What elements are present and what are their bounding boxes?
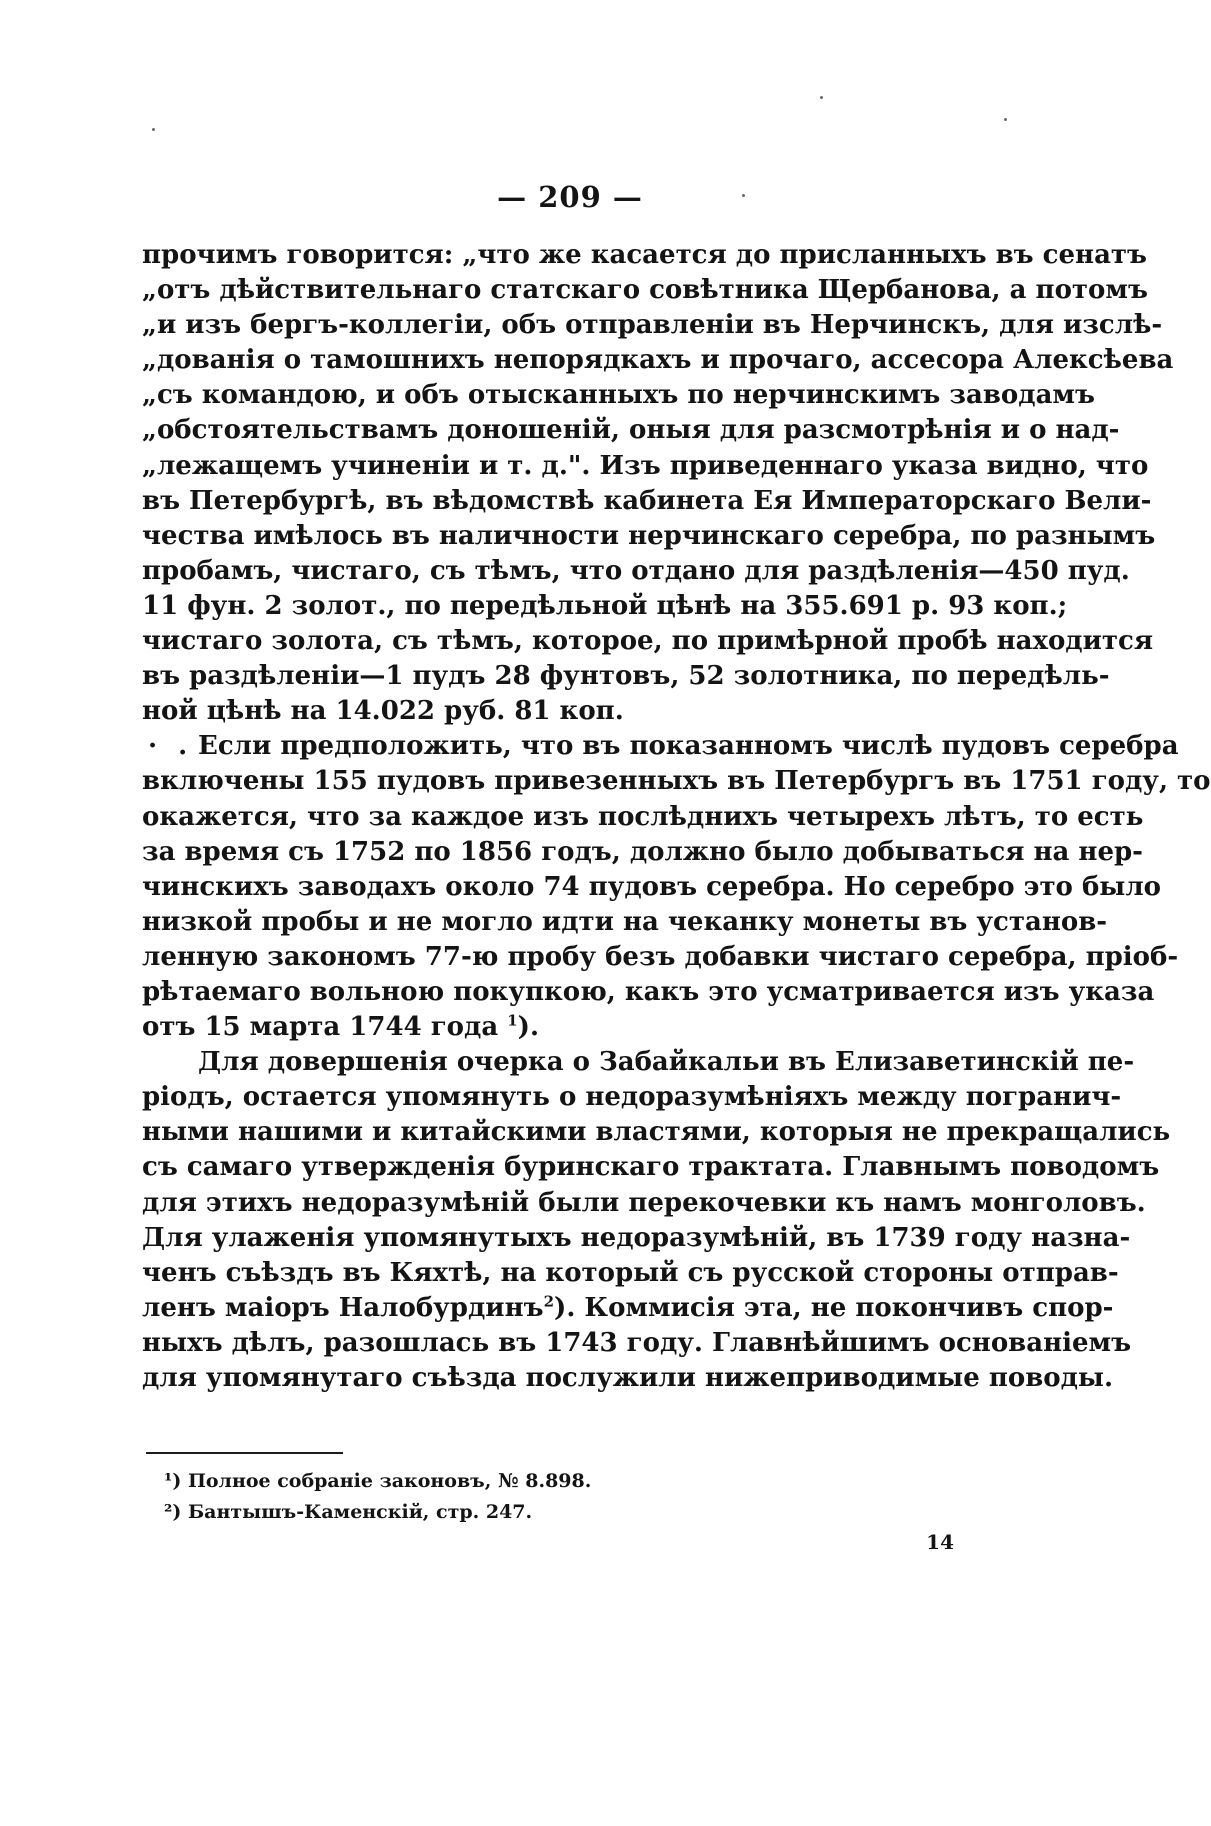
footnote-ref[interactable]: 2 — [543, 1292, 555, 1311]
footnote-divider — [146, 1452, 343, 1454]
signature-mark: 14 — [926, 1530, 954, 1554]
text-line: ными нашими и китайскими властями, которыя не прекращались — [142, 1117, 1171, 1148]
text-line: прочимъ говорится: „что же касается до присланныхъ въ сенатъ — [142, 240, 1147, 270]
text-fragment: ). — [517, 1012, 540, 1043]
text-line — [142, 1010, 998, 1045]
text-fragment: ленъ маіоръ Налобурдинъ — [142, 1292, 544, 1323]
text-line: ныхъ дѣлъ, разошлась въ 1743 году. Главнѣйшимъ основаніемъ — [142, 1327, 1132, 1358]
page-number: — 209 — — [497, 180, 643, 214]
text-line: 11 фун. 2 золот., по передѣльной цѣнѣ на 355.691 р. 93 коп.; — [142, 590, 1068, 621]
print-dots: · . — [148, 731, 194, 762]
text-fragment: отъ 15 марта 1744 года — [142, 1012, 499, 1043]
text-line: въ раздѣленіи—1 пудъ 28 фунтовъ, 52 золотника, по передѣль- — [142, 661, 1110, 692]
text-line: „отъ дѣйствительнаго статскаго совѣтника Щербанова, а потомъ — [142, 275, 1148, 306]
main-text — [142, 238, 1211, 1396]
text-line: чества имѣлось въ наличности нерчинскаго серебра, по разнымъ — [142, 520, 1156, 551]
text-line — [142, 1291, 1114, 1326]
text-line: въ Петербургѣ, въ вѣдомствѣ кабинета Ея Императорскаго Вели- — [142, 485, 1152, 516]
text-line: „лежащемъ учиненіи и т. д.". Изъ приведеннаго указа видно, что — [142, 450, 1149, 481]
text-line: включены 155 пудовъ привезенныхъ въ Петербургъ въ 1751 году, то — [142, 766, 1211, 797]
footnote-text: Бантышъ-Каменскій, стр. 247. — [187, 1501, 533, 1523]
text-line: „съ командою, и объ отысканныхъ по нерчинскимъ заводамъ — [142, 380, 1095, 411]
text-line: „дованія о тамошнихъ непорядкахъ и прочаго, ассесора Алексѣева — [142, 345, 1174, 376]
text-line: „и изъ бергъ-коллегіи, объ отправленіи въ Нерчинскъ, для изслѣ- — [142, 310, 1163, 341]
text-line: Если предположить, что въ показанномъ числѣ пудовъ серебра — [198, 731, 1179, 762]
text-line: чинскихъ заводахъ около 74 пудовъ серебра. Но серебро это было — [142, 871, 1162, 902]
text-line: чистаго золота, съ тѣмъ, которое, по примѣрной пробѣ находится — [142, 626, 1154, 657]
text-line: „обстоятельствамъ доношеній, оныя для разсмотрѣнія и о над- — [142, 415, 1120, 446]
text-line: Для улаженія упомянутыхъ недоразумѣній, въ 1739 году назна- — [142, 1222, 1131, 1253]
text-line: для этихъ недоразумѣній были перекочевки къ намъ монголовъ. — [142, 1187, 1146, 1218]
print-speck — [1004, 118, 1007, 121]
text-line: за время съ 1752 по 1856 годъ, должно было добываться на нер- — [142, 836, 1143, 867]
footnote-text: Полное собраніе законовъ, № 8.898. — [187, 1470, 592, 1492]
text-line: для упомянутаго съѣзда послужили нижеприводимые поводы. — [142, 1363, 1114, 1393]
text-line: окажется, что за каждое изъ послѣднихъ четырехъ лѣтъ, то есть — [142, 801, 1144, 832]
footnote — [164, 1466, 764, 1497]
text-line: ріодъ, остается упомянуть о недоразумѣніяхъ между погранич- — [142, 1082, 1122, 1113]
paragraph-first-line — [142, 729, 1179, 764]
text-line: пробамъ, чистаго, съ тѣмъ, что отдано для раздѣленія—450 пуд. — [142, 555, 1130, 586]
print-speck — [820, 96, 823, 99]
text-fragment: ). Коммисія эта, не покончивъ спор- — [554, 1292, 1114, 1323]
footnote-mark: ¹) — [164, 1470, 182, 1492]
print-speck — [152, 128, 155, 131]
text-line: низкой пробы и не могло идти на чеканку монеты въ установ- — [142, 906, 1108, 937]
text-line: ленную закономъ 77-ю пробу безъ добавки чистаго серебра, пріоб- — [142, 941, 1179, 972]
text-line: ной цѣнѣ на 14.022 руб. 81 коп. — [142, 696, 624, 727]
text-line: Для довершенія очерка о Забайкальи въ Елизаветинскій пе- — [198, 1047, 1135, 1078]
text-line: съ самаго утвержденія буринскаго трактата. Главнымъ поводомъ — [142, 1152, 1160, 1183]
text-line: рѣтаемаго вольною покупкою, какъ это усматривается изъ указа — [142, 976, 1155, 1007]
text-line: ченъ съѣздъ въ Кяхтѣ, на который съ русской стороны отправ- — [142, 1257, 1119, 1288]
footnote — [164, 1497, 764, 1528]
footnote-ref[interactable]: 1 — [507, 1011, 518, 1030]
footnotes — [164, 1466, 764, 1528]
footnote-mark: ²) — [164, 1501, 182, 1523]
